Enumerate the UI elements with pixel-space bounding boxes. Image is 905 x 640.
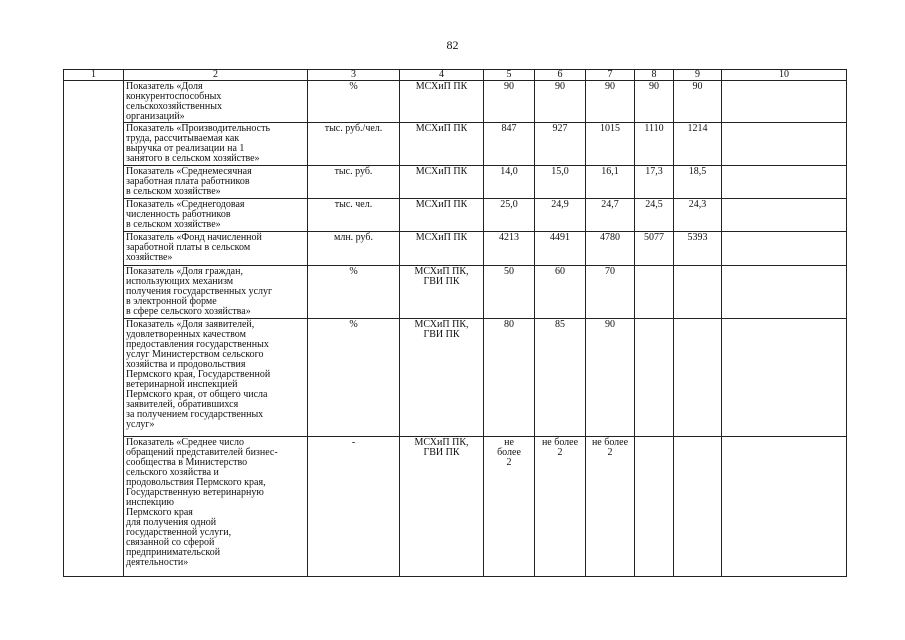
- table-row: [64, 437, 847, 577]
- note-cell: [722, 319, 847, 437]
- note-cell: [722, 199, 847, 232]
- unit-cell: [308, 266, 400, 319]
- note-cell: [722, 437, 847, 577]
- responsible-cell-text: МСХиП ПК, ГВИ ПК: [414, 437, 469, 458]
- value-cell: [535, 199, 586, 232]
- value-cell: [635, 319, 674, 437]
- responsible-cell: [400, 437, 484, 577]
- value-cell: [635, 266, 674, 319]
- value-cell: [674, 123, 722, 166]
- unit-cell-text: -: [351, 437, 356, 448]
- column-header: 2: [124, 70, 308, 81]
- column-header: 9: [674, 70, 722, 81]
- value-cell: [674, 81, 722, 123]
- value-cell: [484, 266, 535, 319]
- value-cell: [484, 437, 535, 577]
- value-cell-text: 927: [552, 123, 568, 134]
- value-cell: [535, 266, 586, 319]
- indicator-name-cell: [124, 123, 308, 166]
- responsible-cell-text: МСХиП ПК: [415, 166, 468, 177]
- table-row: [64, 123, 847, 166]
- unit-cell: [308, 199, 400, 232]
- column-1-cell: [64, 81, 124, 577]
- table-body: [64, 70, 847, 577]
- value-cell-text: не более 2: [497, 437, 521, 468]
- note-cell: [722, 232, 847, 266]
- value-cell: [674, 232, 722, 266]
- responsible-cell-text: МСХиП ПК: [415, 81, 468, 92]
- value-cell-text: 90: [605, 81, 615, 92]
- unit-cell: [308, 81, 400, 123]
- unit-cell-text: тыс. руб./чел.: [324, 123, 383, 134]
- responsible-cell: [400, 319, 484, 437]
- value-cell-text: 1214: [687, 123, 708, 134]
- value-cell: [586, 266, 635, 319]
- value-cell: [484, 232, 535, 266]
- unit-cell-text: %: [349, 266, 358, 277]
- value-cell-text: 25,0: [500, 199, 518, 210]
- indicator-name-cell-text: Показатель «Доля конкурентоспособных сельскохозяйственных организаций»: [126, 81, 222, 122]
- indicator-name-cell-text: Показатель «Доля граждан, использующих механизм получения государственных услуг в электронной форме в сфере сельского хозяйства»: [126, 266, 273, 317]
- indicators-table: [63, 69, 847, 577]
- unit-cell: [308, 123, 400, 166]
- value-cell: [635, 81, 674, 123]
- value-cell: [635, 232, 674, 266]
- indicator-name-cell: [124, 81, 308, 123]
- value-cell: [586, 166, 635, 199]
- table-row: [64, 166, 847, 199]
- table-row: [64, 232, 847, 266]
- value-cell-text: 1110: [644, 123, 664, 134]
- value-cell: [635, 437, 674, 577]
- responsible-cell-text: МСХиП ПК, ГВИ ПК: [414, 266, 469, 287]
- value-cell-text: 5077: [644, 232, 664, 243]
- table-row: [64, 81, 847, 123]
- column-header: 6: [535, 70, 586, 81]
- unit-cell-text: %: [349, 81, 358, 92]
- value-cell: [586, 199, 635, 232]
- value-cell-text: 24,3: [688, 199, 707, 210]
- value-cell-text: 15,0: [551, 166, 569, 177]
- indicator-name-cell-text: Показатель «Среднемесячная заработная плата работников в сельском хозяйстве»: [126, 166, 252, 197]
- table-row: [64, 266, 847, 319]
- value-cell-text: 4780: [600, 232, 620, 243]
- indicator-name-cell-text: Показатель «Производительность труда, рассчитываемая как выручка от реализации на 1 занятого в сельском хозяйстве»: [126, 123, 271, 164]
- responsible-cell-text: МСХиП ПК: [415, 199, 468, 210]
- value-cell: [635, 123, 674, 166]
- value-cell: [484, 123, 535, 166]
- value-cell-text: 24,5: [645, 199, 663, 210]
- indicator-name-cell-text: Показатель «Доля заявителей, удовлетворенных качеством предоставления государственных услуг Министерством сельского хозяйства и продовольствия Пермского края, Государственной ветеринарной инспекцией Пермского края, от общего числа заявителей, обратившихся за получением государственных услуг»: [126, 319, 271, 430]
- value-cell-text: 17,3: [645, 166, 663, 177]
- value-cell-text: 4213: [499, 232, 519, 243]
- value-cell: [535, 319, 586, 437]
- note-cell: [722, 123, 847, 166]
- value-cell-text: 60: [555, 266, 565, 277]
- value-cell: [535, 123, 586, 166]
- responsible-cell: [400, 199, 484, 232]
- value-cell: [535, 437, 586, 577]
- value-cell: [586, 81, 635, 123]
- value-cell-text: не более 2: [591, 437, 629, 458]
- value-cell-text: 90: [692, 81, 703, 92]
- value-cell: [674, 266, 722, 319]
- responsible-cell: [400, 232, 484, 266]
- value-cell: [586, 319, 635, 437]
- unit-cell-text: тыс. руб.: [334, 166, 373, 177]
- unit-cell-text: млн. руб.: [334, 232, 373, 243]
- unit-cell-text: %: [349, 319, 358, 330]
- value-cell-text: 24,9: [551, 199, 569, 210]
- value-cell-text: 18,5: [688, 166, 707, 177]
- value-cell-text: 90: [649, 81, 659, 92]
- value-cell-text: 16,1: [601, 166, 619, 177]
- value-cell-text: 1015: [600, 123, 620, 134]
- value-cell: [635, 166, 674, 199]
- value-cell: [535, 166, 586, 199]
- value-cell: [484, 81, 535, 123]
- indicator-name-cell: [124, 319, 308, 437]
- value-cell-text: 70: [605, 266, 615, 277]
- unit-cell: [308, 319, 400, 437]
- value-cell: [674, 319, 722, 437]
- table-row: [64, 319, 847, 437]
- unit-cell: [308, 437, 400, 577]
- page-number: 82: [446, 38, 459, 52]
- value-cell-text: не более 2: [541, 437, 579, 458]
- value-cell: [674, 166, 722, 199]
- column-number-row: [64, 70, 847, 81]
- responsible-cell: [400, 166, 484, 199]
- table-row: [64, 199, 847, 232]
- responsible-cell: [400, 266, 484, 319]
- value-cell: [484, 166, 535, 199]
- value-cell: [586, 232, 635, 266]
- value-cell-text: 5393: [687, 232, 708, 243]
- note-cell: [722, 166, 847, 199]
- unit-cell: [308, 232, 400, 266]
- responsible-cell-text: МСХиП ПК, ГВИ ПК: [414, 319, 469, 340]
- value-cell: [635, 199, 674, 232]
- value-cell-text: 847: [501, 123, 517, 134]
- indicator-name-cell-text: Показатель «Среднее число обращений представителей бизнес- сообщества в Министерство сельского хозяйства и продовольствия Пермского края, Государственную ветеринарную инспекцию Пермского края для получения одной государственной услуги, связанной со сферой предпринимательской деятельности»: [126, 437, 278, 568]
- value-cell: [586, 437, 635, 577]
- value-cell: [674, 199, 722, 232]
- unit-cell-text: тыс. чел.: [334, 199, 373, 210]
- column-header: 7: [586, 70, 635, 81]
- value-cell-text: 14,0: [500, 166, 518, 177]
- indicator-name-cell: [124, 166, 308, 199]
- responsible-cell-text: МСХиП ПК: [415, 123, 468, 134]
- column-header: 1: [64, 70, 124, 81]
- column-header: 5: [484, 70, 535, 81]
- indicator-name-cell-text: Показатель «Среднегодовая численность работников в сельском хозяйстве»: [126, 199, 245, 230]
- indicator-name-cell-text: Показатель «Фонд начисленной заработной платы в сельском хозяйстве»: [126, 232, 262, 263]
- column-header: 3: [308, 70, 400, 81]
- value-cell: [535, 232, 586, 266]
- value-cell: [535, 81, 586, 123]
- value-cell-text: 50: [504, 266, 514, 277]
- value-cell: [484, 199, 535, 232]
- value-cell-text: 24,7: [601, 199, 619, 210]
- note-cell: [722, 81, 847, 123]
- value-cell-text: 90: [605, 319, 615, 330]
- value-cell-text: 85: [555, 319, 565, 330]
- indicator-name-cell: [124, 199, 308, 232]
- column-header: 4: [400, 70, 484, 81]
- column-header: 10: [722, 70, 847, 81]
- column-header: 8: [635, 70, 674, 81]
- value-cell-text: 4491: [550, 232, 570, 243]
- value-cell: [674, 437, 722, 577]
- responsible-cell-text: МСХиП ПК: [415, 232, 468, 243]
- value-cell-text: 80: [504, 319, 514, 330]
- indicator-name-cell: [124, 232, 308, 266]
- note-cell: [722, 266, 847, 319]
- value-cell-text: 90: [504, 81, 514, 92]
- value-cell-text: 90: [555, 81, 565, 92]
- indicator-name-cell: [124, 437, 308, 577]
- unit-cell: [308, 166, 400, 199]
- responsible-cell: [400, 81, 484, 123]
- value-cell: [484, 319, 535, 437]
- indicator-name-cell: [124, 266, 308, 319]
- responsible-cell: [400, 123, 484, 166]
- value-cell: [586, 123, 635, 166]
